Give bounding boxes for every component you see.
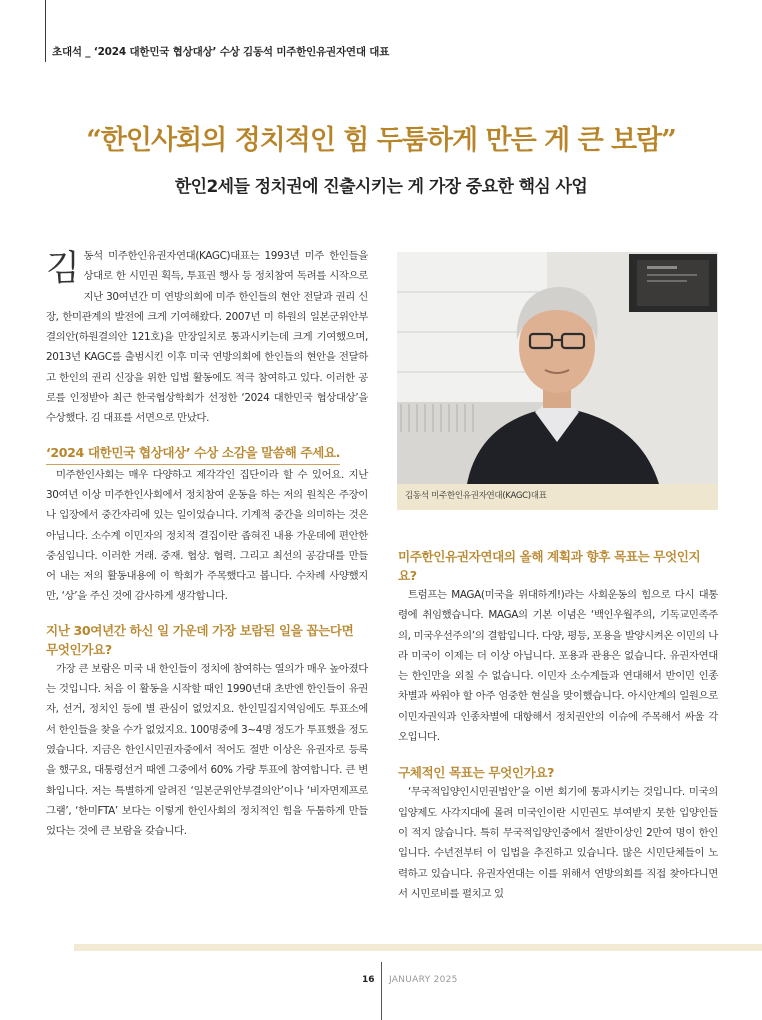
intro-paragraph	[46, 246, 368, 429]
answer-paragraph: ‘무국적입양인시민권법안’을 이번 회기에 통과시키는 것입니다. 미국의 입양제도 사각지대에 몰려 미국인이란 시민권도 부여받지 못한 입양인들이 적지 않습니다. 특히 무국적입양인중에서 절반이상인 2만여 명이 한인입니다. 수년전부터 이 입법을 추진하고 있습니다. 많은 시민단체들이 노력하고 있습니다. 유권자연대는 이를 위해서 연방의회를 직접 찾아다니면서 시민로비를 펼치고 있	[398, 786, 718, 900]
footer-divider-line	[381, 962, 382, 1020]
page-number: 16	[362, 975, 375, 985]
question-heading: 지난 30여년간 하신 일 가운데 가장 보람된 일을 꼽는다면 무엇인가요?	[46, 622, 354, 657]
article-title: “한인사회의 정치적인 힘 두툼하게 만든 게 큰 보람”	[86, 125, 676, 156]
portrait-photo	[397, 252, 718, 484]
issue-date: JANUARY 2025	[389, 975, 458, 985]
header-divider-line	[45, 0, 46, 62]
answer-paragraph: 가장 큰 보람은 미국 내 한인들이 정치에 참여하는 열의가 매우 높아졌다는 것입니다. 처음 이 활동을 시작할 때인 1990년대 초반엔 한인들이 유권자, 선거, 정치인 등에 별 관심이 없었지요. 한인밀집지역임에도 투표소에서 한인들을 찾을 수가 없었지요. 100명중에 3~4명 정도가 투표했을 정도였습니다. 지금은 한인시민권자중에서 적어도 절반 이상은 유권자로 등록을 했구요, 대통령선거 때엔 그중에서 60% 가량 투표에 참여합니다. 큰 변화입니다. 저는 특별하게 알려진 ‘일본군위안부결의안’이나 ‘비자면제프로그램’, ‘한미FTA’ 보다는 이렇게 한인사회의 정치적인 힘을 두툼하게 만들었다는 것에 큰 보람을 갖습니다.	[46, 662, 368, 838]
question-heading: 구체적인 목표는 무엇인가요?	[398, 765, 555, 781]
question-heading: 미주한인유권자연대의 올해 계획과 향후 목표는 무엇인지요?	[398, 549, 701, 583]
right-column	[398, 547, 718, 904]
footer-band	[74, 944, 762, 951]
intro-text: 동석 미주한인유권자연대(KAGC)대표는 1993년 미주 한인들을 상대로 한 시민권 획득, 투표권 행사 등 정치참여 독려를 시작으로 지난 30여년간 미 연방의회에 미주 한인들의 현안 전달과 권리 신장, 한미관계의 발전에 크게 기여해왔다. 2007년 미 하원의 일본군위안부결의안(하원결의안 121호)을 만장일치로 통과시키는데 크게 기여했으며, 2013년 KAGC를 출범시킨 이후 미국 연방의회에 한인들의 현안을 전달하고 한인의 권리 신장을 위한 입법 활동에도 적극 참여하고 있다. 이러한 공로를 인정받아 최근 한국협상학회가 선정한 ‘2024 대한민국 협상대상’을 수상했다. 김 대표를 서면으로 만났다.	[46, 250, 368, 425]
drop-cap: 김	[46, 249, 80, 289]
section-header: 초대석 _ ‘2024 대한민국 협상대상’ 수상 김동석 미주한인유권자연대 대표	[52, 46, 390, 58]
photo-caption: 김동석 미주한인유권자연대(KAGC)대표	[405, 491, 547, 501]
left-column	[46, 246, 368, 841]
answer-paragraph: 트럼프는 MAGA(미국을 위대하게!)라는 사회운동의 힘으로 다시 대통령에 취임했습니다. MAGA의 기본 이념은 ‘백인우월주의, 기독교민족주의, 미국우선주의’의 결합입니다. 다양, 평등, 포용을 발양시켜온 이민의 나라 미국이 이제는 더 이상 아닙니다. 포용과 관용은 없습니다. 유권자연대는 한인만을 외칠 수 없습니다. 이민자 소수계들과 연대해서 반이민 인종차별과 싸워야 할 아주 엄중한 현실을 맞이했습니다. 아시안계의 일원으로 이민자권익과 인종차별에 대항해서 정치권안의 이슈에 주목해서 싸울 각오입니다.	[398, 589, 718, 744]
photo-figure	[397, 252, 718, 510]
answer-paragraph: 미주한인사회는 매우 다양하고 제각각인 집단이라 할 수 있어요. 지난 30여년 이상 미주한인사회에서 정치참여 운동을 하는 저의 원칙은 주장이나 입장에서 중간자리에 있는 일이었습니다. 기계적 중간을 의미하는 것은 아닙니다. 소수계 이민자의 정치적 결집이란 좁혀진 내용 가운데에 편안한 중심입니다. 이러한 거래. 중재. 협상. 협력. 그리고 최선의 공감대를 만들어 내는 저의 활동내용에 이 학회가 주목했다고 봅니다. 수차례 사양했지만, ‘상’을 주신 것에 감사하게 생각합니다.	[46, 468, 368, 603]
question-heading: ‘2024 대한민국 협상대상’ 수상 소감을 말씀해 주세요.	[46, 443, 368, 465]
article-subtitle: 한인2세들 정치권에 진출시키는 게 가장 중요한 핵심 사업	[174, 177, 588, 197]
